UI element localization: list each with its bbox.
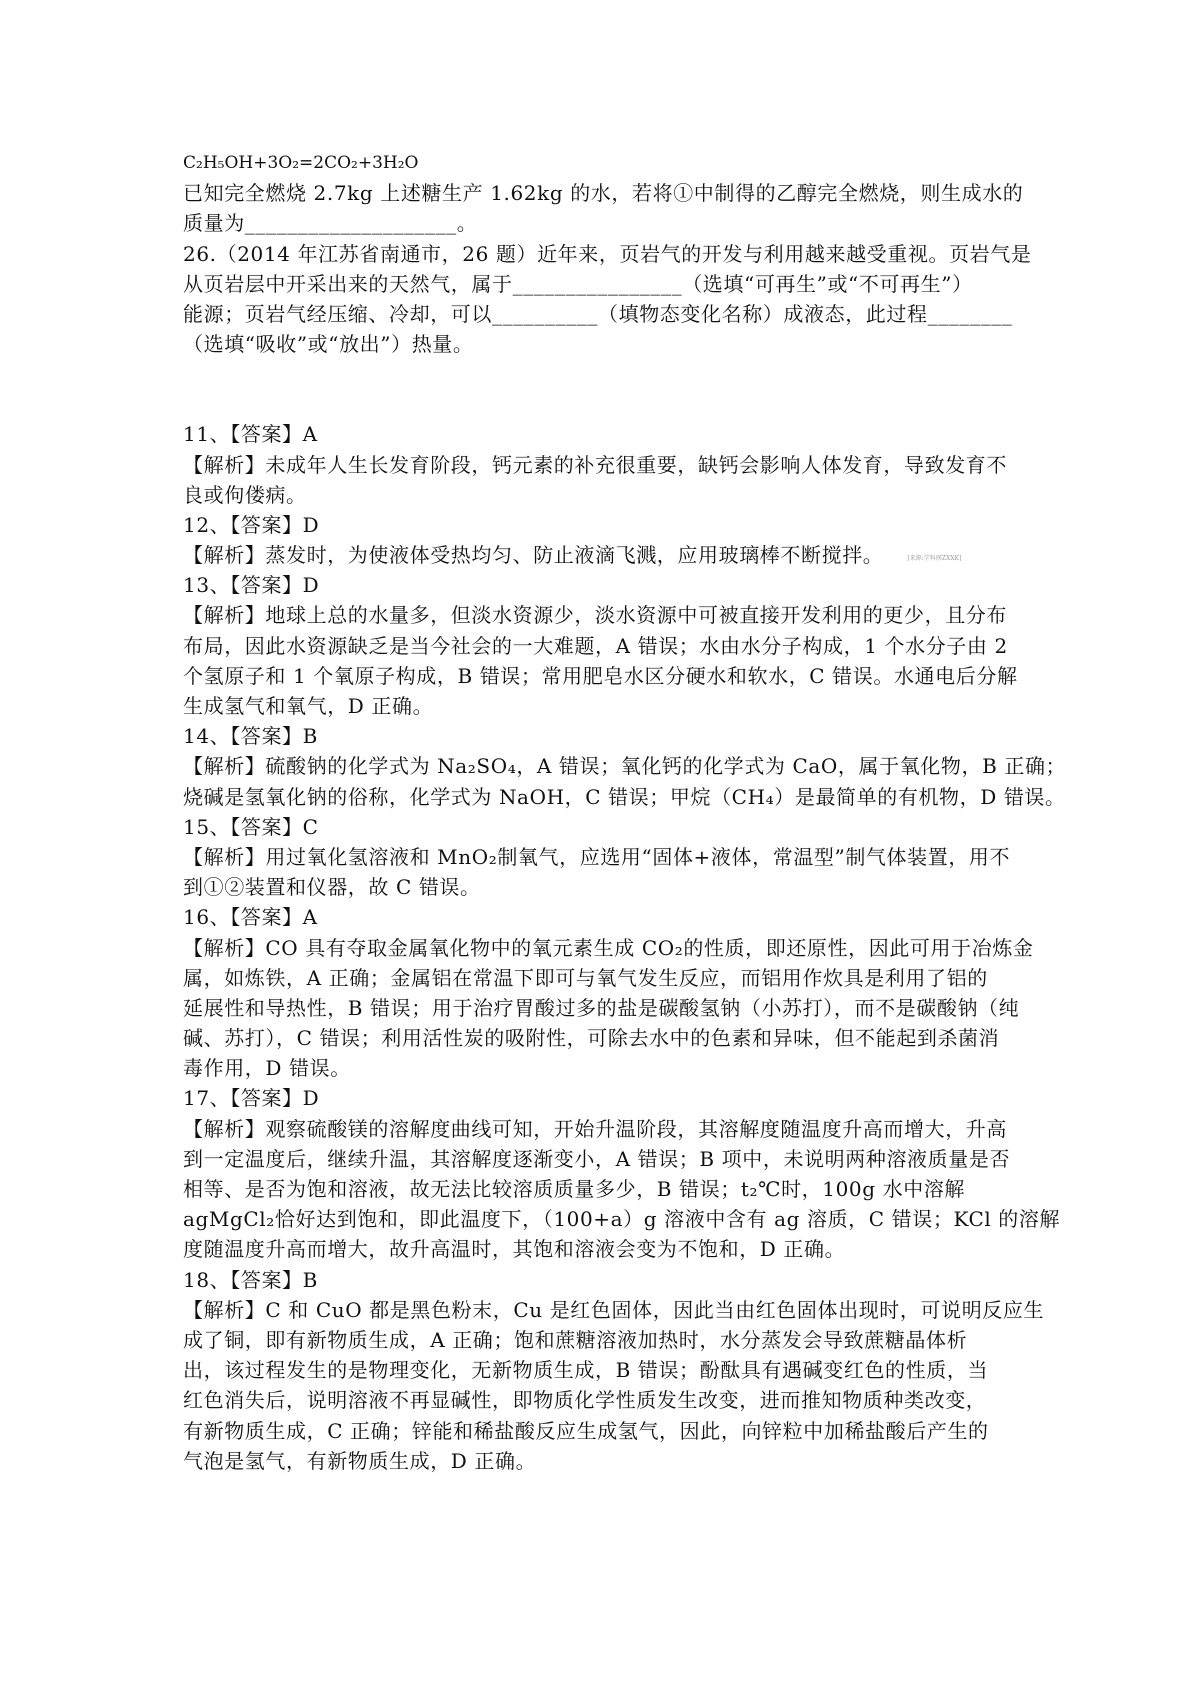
answer-12-analysis-line	[183, 540, 1045, 570]
answer-16-analysis-line: 碱、苏打），C 错误；利用活性炭的吸附性，可除去水中的色素和异味，但不能起到杀菌消	[183, 1026, 1000, 1051]
answer-12-header: 12、【答案】D	[183, 512, 320, 537]
answer-16-header: 16、【答案】A	[183, 905, 318, 930]
section-gap	[183, 359, 1045, 419]
q26-text-line-4: （选填“吸收”或“放出”）热量。	[183, 332, 474, 357]
answer-15-analysis-line: 【解析】用过氧化氢溶液和 MnO₂制氧气，应选用“固体+液体，常温型”制气体装置，用不	[183, 844, 1011, 869]
q25-text-line-2: 质量为____________________。	[183, 211, 478, 236]
answer-18-analysis-line: 有新物质生成，C 正确；锌能和稀盐酸反应生成氢气，因此，向锌粒中加稀盐酸后产生的	[183, 1418, 989, 1443]
answer-17-analysis-line: agMgCl₂恰好达到饱和，即此温度下，（100+a）g 溶液中含有 ag 溶质，C 错误；KCl 的溶解	[183, 1207, 1061, 1232]
answer-17-analysis-line: 度随温度升高而增大，故升高温时，其饱和溶液会变为不饱和，D 正确。	[183, 1237, 846, 1262]
answer-17-analysis-line: 相等、是否为饱和溶液，故无法比较溶质质量多少，B 错误；t₂℃时，100g 水中溶解	[183, 1177, 966, 1201]
q26-text-line-3: 能源；页岩气经压缩、冷却，可以__________（填物态变化名称）成液态，此过程________	[183, 301, 1013, 326]
answer-15-header: 15、【答案】C	[183, 814, 319, 839]
answer-13-analysis-line: 生成氢气和氧气，D 正确。	[183, 694, 434, 718]
answer-13-header: 13、【答案】D	[183, 573, 320, 598]
answer-18-analysis-line: 成了铜，即有新物质生成，A 正确；饱和蔗糖溶液加热时，水分蒸发会导致蔗糖晶体析	[183, 1327, 968, 1352]
answer-11-analysis-line: 良或佝偻病。	[183, 482, 307, 507]
answer-16-analysis-line: 属，如炼铁，A 正确；金属铝在常温下即可与氧气发生反应，而铝用作炊具是利用了铝的	[183, 965, 988, 990]
q26-text-line-1: 26.（2014 年江苏省南通市，26 题）近年来，页岩气的开发与利用越来越受重视。页岩气是	[183, 241, 1032, 266]
answer-14-analysis-line: 【解析】硫酸钠的化学式为 Na₂SO₄，A 错误；氧化钙的化学式为 CaO，属于氧化物，B 正确；	[183, 754, 1067, 779]
answer-18-analysis-line: 【解析】C 和 CuO 都是黑色粉末，Cu 是红色固体，因此当由红色固体出现时，可说明反应生	[183, 1297, 1045, 1322]
answer-16-analysis-line: 延展性和导热性，B 错误；用于治疗胃酸过多的盐是碳酸氢钠（小苏打），而不是碳酸钠（纯	[183, 995, 1020, 1020]
q25-text-line-1: 已知完全燃烧 2.7kg 上述糖生产 1.62kg 的水，若将①中制得的乙醇完全燃烧，则生成水的	[183, 181, 1024, 206]
answer-18-analysis-line: 气泡是氢气，有新物质生成，D 正确。	[183, 1448, 537, 1473]
chemical-equation: C₂H₅OH+3O₂=2CO₂+3H₂O	[183, 153, 419, 173]
source-watermark-note: [来源:学科网ZXXK]	[907, 555, 962, 563]
answer-18-header: 18、【答案】B	[183, 1267, 318, 1292]
answer-13-analysis-line: 【解析】地球上总的水量多，但淡水资源少，淡水资源中可被直接开发利用的更少，且分布	[183, 603, 1007, 628]
answer-14-header: 14、【答案】B	[183, 724, 318, 749]
answer-11-analysis-line: 【解析】未成年人生长发育阶段，钙元素的补充很重要，缺钙会影响人体发育，导致发育不	[183, 452, 1007, 477]
document-content	[183, 148, 1067, 1476]
answer-15-analysis-line: 到①②装置和仪器，故 C 错误。	[183, 875, 481, 900]
answer-13-analysis-line: 个氢原子和 1 个氧原子构成，B 错误；常用肥皂水区分硬水和软水，C 错误。水通电后分解	[183, 663, 1018, 688]
answer-16-analysis-line: 毒作用，D 错误。	[183, 1056, 351, 1081]
q26-text-line-2: 从页岩层中开采出来的天然气，属于________________（选填“可再生”或“不可再生”）	[183, 271, 973, 296]
answer-17-analysis-line: 【解析】观察硫酸镁的溶解度曲线可知，开始升温阶段，其溶解度随温度升高而增大，升高	[183, 1116, 1007, 1141]
answer-12-analysis-text: 【解析】蒸发时，为使液体受热均匀、防止液滴飞溅，应用玻璃棒不断搅拌。	[183, 543, 884, 568]
answer-18-analysis-line: 红色消失后，说明溶液不再显碱性，即物质化学性质发生改变，进而推知物质种类改变，	[183, 1388, 987, 1413]
answer-14-analysis-line: 烧碱是氢氧化钠的俗称，化学式为 NaOH，C 错误；甲烷（CH₄）是最简单的有机物，D 错误。	[183, 784, 1066, 809]
answer-18-analysis-line: 出，该过程发生的是物理变化，无新物质生成，B 错误；酚酞具有遇碱变红色的性质，当	[183, 1358, 989, 1383]
answer-17-analysis-line: 到一定温度后，继续升温，其溶解度逐渐变小，A 错误；B 项中，未说明两种溶液质量是否	[183, 1146, 1011, 1171]
answer-17-header: 17、【答案】D	[183, 1086, 320, 1111]
answer-11-header: 11、【答案】A	[183, 422, 318, 447]
answer-16-analysis-line: 【解析】CO 具有夺取金属氧化物中的氧元素生成 CO₂的性质，即还原性，因此可用于冶炼金	[183, 935, 1034, 960]
answer-13-analysis-line: 布局，因此水资源缺乏是当今社会的一大难题，A 错误；水由水分子构成，1 个水分子由 2	[183, 633, 1008, 658]
